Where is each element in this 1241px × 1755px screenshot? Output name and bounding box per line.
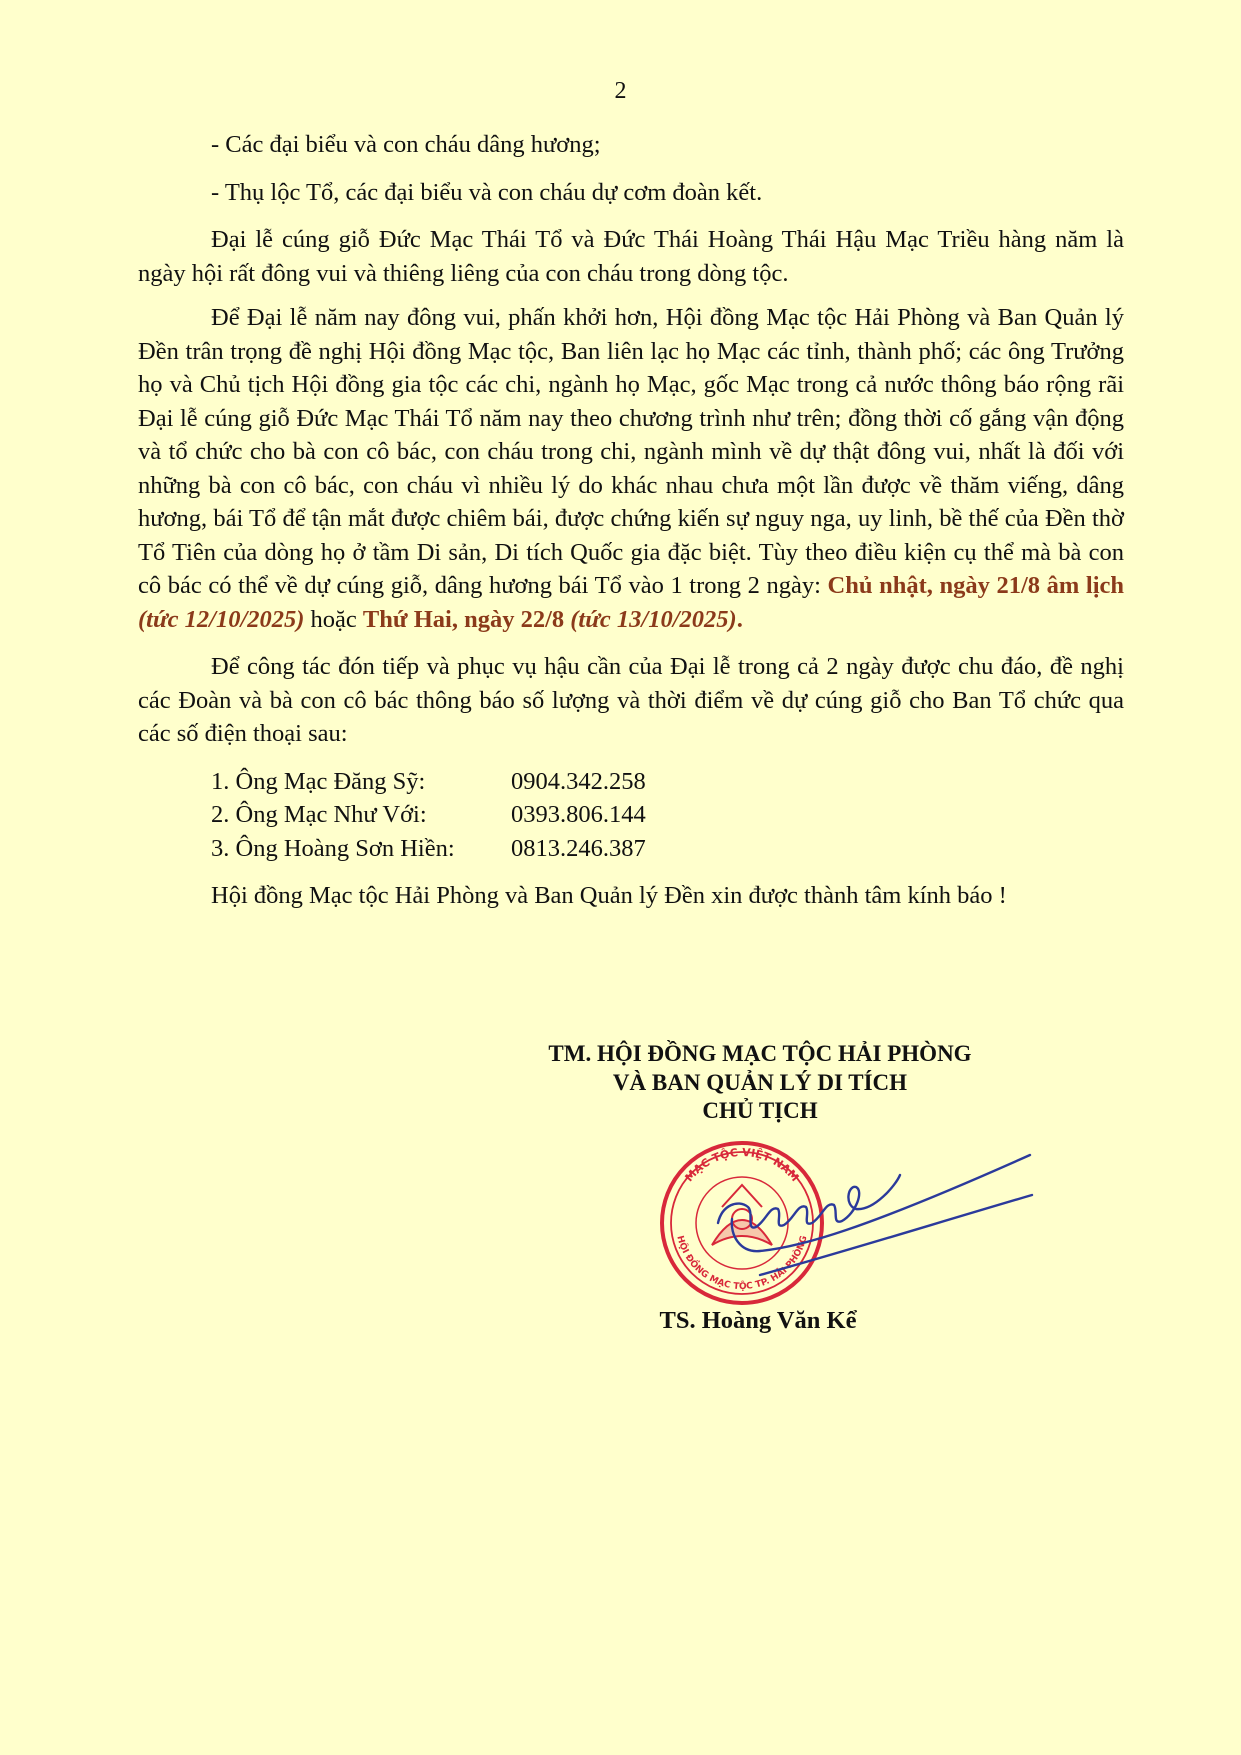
or-word: hoặc	[304, 605, 363, 633]
page-number: 2	[614, 78, 627, 104]
contact-phone: 0813.246.387	[511, 834, 646, 862]
official-stamp-icon	[660, 1135, 1040, 1310]
date-monday-note: (tức 13/10/2025)	[570, 605, 737, 633]
bullet-incense: - Các đại biểu và con cháu dâng hương;	[211, 131, 601, 158]
document-body	[138, 128, 1124, 913]
signature-block	[470, 1040, 1050, 1126]
paragraph-closing: Hội đồng Mạc tộc Hải Phòng và Ban Quản lý Đền xin được thành tâm kính báo !	[211, 882, 1007, 909]
stamp-and-signature	[660, 1135, 1040, 1310]
signature-org-line2: VÀ BAN QUẢN LÝ DI TÍCH	[612, 1069, 908, 1095]
paragraph-invitation	[138, 301, 1124, 636]
contact-list	[211, 765, 1124, 866]
paragraph-festival: Đại lễ cúng giỗ Đức Mạc Thái Tổ và Đức Thái Hoàng Thái Hậu Mạc Triều hàng năm là ngày hội rất đông vui và thiêng liêng của con cháu trong dòng tộc.	[138, 226, 1124, 287]
paragraph-logistics: Để công tác đón tiếp và phục vụ hậu cần của Đại lễ trong cả 2 ngày được chu đáo, đề nghị các Đoàn và bà con cô bác thông báo số lượng và thời điểm về dự cúng giỗ cho Ban Tổ chức qua các số điện thoại sau:	[138, 653, 1124, 747]
svg-text:MẠC TỘC VIỆT NAM: MẠC TỘC VIỆT NAM	[682, 1145, 802, 1185]
date-sunday: Chủ nhật, ngày 21/8 âm lịch	[827, 572, 1124, 599]
contact-name: 3. Ông Hoàng Sơn Hiền:	[211, 834, 455, 862]
signature-org-line1: TM. HỘI ĐỒNG MẠC TỘC HẢI PHÒNG	[548, 1041, 972, 1066]
bullet-feast: - Thụ lộc Tổ, các đại biểu và con cháu dự cơm đoàn kết.	[211, 178, 763, 206]
contact-name: 1. Ông Mạc Đăng Sỹ:	[211, 767, 426, 795]
contact-row	[211, 798, 1124, 832]
invitation-text: Để Đại lễ năm nay đông vui, phấn khởi hơn, Hội đồng Mạc tộc Hải Phòng và Ban Quản lý Đền trân trọng đề nghị Hội đồng Mạc tộc, Ban liên lạc họ Mạc các tỉnh, thành phố; các ông Trưởng họ và Chủ tịch Hội đồng gia tộc các chi, ngành họ Mạc, gốc Mạc trong cả nước thông báo rộng rãi Đại lễ cúng giỗ Đức Mạc Thái Tổ năm nay theo chương trình như trên; đồng thời cố gắng vận động và tổ chức cho bà con cô bác, con cháu trong chi, ngành mình về dự thật đông vui, nhất là đối với những bà con cô bác, con cháu vì nhiều lý do khác nhau chưa một lần được về thăm viếng, dâng hương, bái Tổ để tận mắt được chiêm bái, được chứng kiến sự nguy nga, uy linh, bề thế của Đền thờ Tổ Tiên của dòng họ ở tầm Di sản, Di tích Quốc gia đặc biệt. Tùy theo điều kiện cụ thể mà bà con cô bác có thể về dự cúng giỗ, dâng hương bái Tổ vào 1 trong 2 ngày:	[138, 304, 1124, 599]
end-period: .	[736, 605, 743, 633]
svg-text:HỘI ĐỒNG MẠC TỘC TP. HẢI PHÒNG: HỘI ĐỒNG MẠC TỘC TP. HẢI PHÒNG	[674, 1234, 810, 1293]
date-monday: Thứ Hai, ngày 22/8	[362, 605, 565, 633]
date-sunday-note: (tức 12/10/2025)	[138, 605, 305, 633]
signature-title: CHỦ TỊCH	[702, 1098, 818, 1123]
contact-row	[211, 832, 1124, 866]
contact-row	[211, 765, 1124, 799]
contact-phone: 0904.342.258	[511, 767, 646, 795]
contact-phone: 0393.806.144	[511, 801, 646, 828]
contact-name: 2. Ông Mạc Như Với:	[211, 801, 427, 828]
signer-name: TS. Hoàng Văn Kể	[659, 1307, 857, 1334]
